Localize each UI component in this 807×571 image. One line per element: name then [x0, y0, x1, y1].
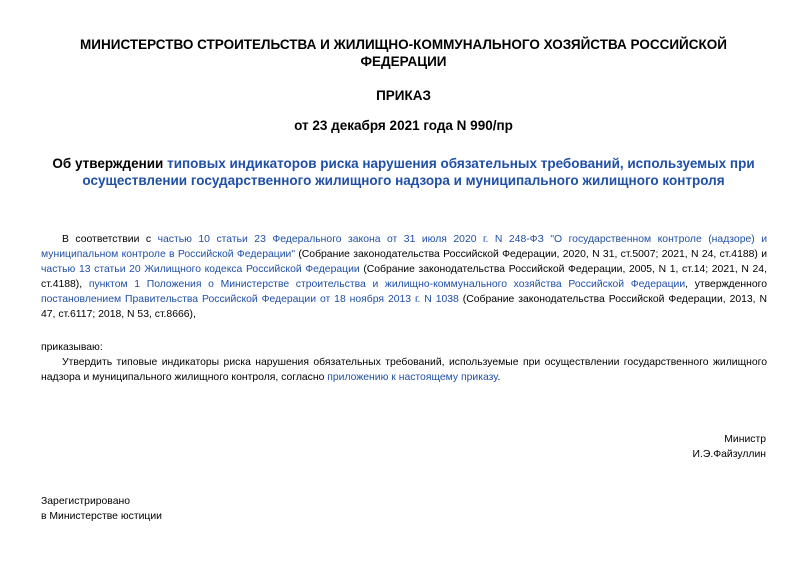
registration-line-1: Зарегистрировано [41, 496, 131, 507]
preamble-paragraph [41, 232, 767, 322]
government-resolution-link[interactable]: постановлением Правительства Российской Федерации от 18 ноября 2013 г. N 1038 [41, 294, 459, 305]
signature-name: И.Э.Файзуллин [692, 449, 766, 460]
preamble-text-5: (Собрание законодательства Российской Федерации, 2013, N 47, ст.6117; 2018, N 53, ст.8666), [41, 294, 767, 320]
federal-law-link[interactable]: частью 10 статьи 23 Федерального закона от 31 июля 2020 г. N 248-ФЗ "О государственном контроле (надзоре) и муниципальном контроле в Российской Федерации" [41, 234, 768, 260]
order-text-2: . [497, 372, 501, 383]
title-prefix: Об утверждении [52, 156, 168, 171]
preamble-text-3: (Собрание законодательства Российской Федерации, 2005, N 1, ст.14; 2021, N 24, ст.4188), [41, 264, 767, 290]
document-date-number: от 23 декабря 2021 года N 990/пр [294, 118, 513, 133]
title-link[interactable]: типовых индикаторов риска нарушения обязательных требований, используемых при осуществлении государственного жилищного надзора и муниципального жилищного контроля [82, 156, 755, 188]
order-text-1: Утвердить типовые индикаторы риска нарушения обязательных требований, используемые при осуществлении государственного жилищного надзора и муниципального жилищного контроля, согласно [41, 357, 767, 383]
order-paragraph [41, 355, 767, 385]
ministry-regulation-link[interactable]: пунктом 1 Положения о Министерстве строительства и жилищно-коммунального хозяйства Российской Федерации [88, 279, 686, 290]
order-word: приказываю: [41, 342, 103, 353]
document-title [50, 155, 757, 189]
preamble-text-2: (Собрание законодательства Российской Федерации, 2020, N 31, ст.5007; 2021, N 24, ст.4188) и [295, 249, 768, 260]
preamble-text-1: В соответствии с [62, 234, 158, 245]
ministry-heading: МИНИСТЕРСТВО СТРОИТЕЛЬСТВА И ЖИЛИЩНО-КОММУНАЛЬНОГО ХОЗЯЙСТВА РОССИЙСКОЙ ФЕДЕРАЦИИ [80, 37, 727, 69]
preamble-text-4: , утвержденного [685, 279, 767, 290]
registration-line-2: в Министерстве юстиции [41, 511, 162, 522]
signature-position: Министр [724, 434, 766, 445]
housing-code-link[interactable]: частью 13 статьи 20 Жилищного кодекса Российской Федерации [41, 264, 360, 275]
document-type: ПРИКАЗ [376, 88, 431, 103]
appendix-link[interactable]: приложению к настоящему приказу [327, 372, 498, 383]
